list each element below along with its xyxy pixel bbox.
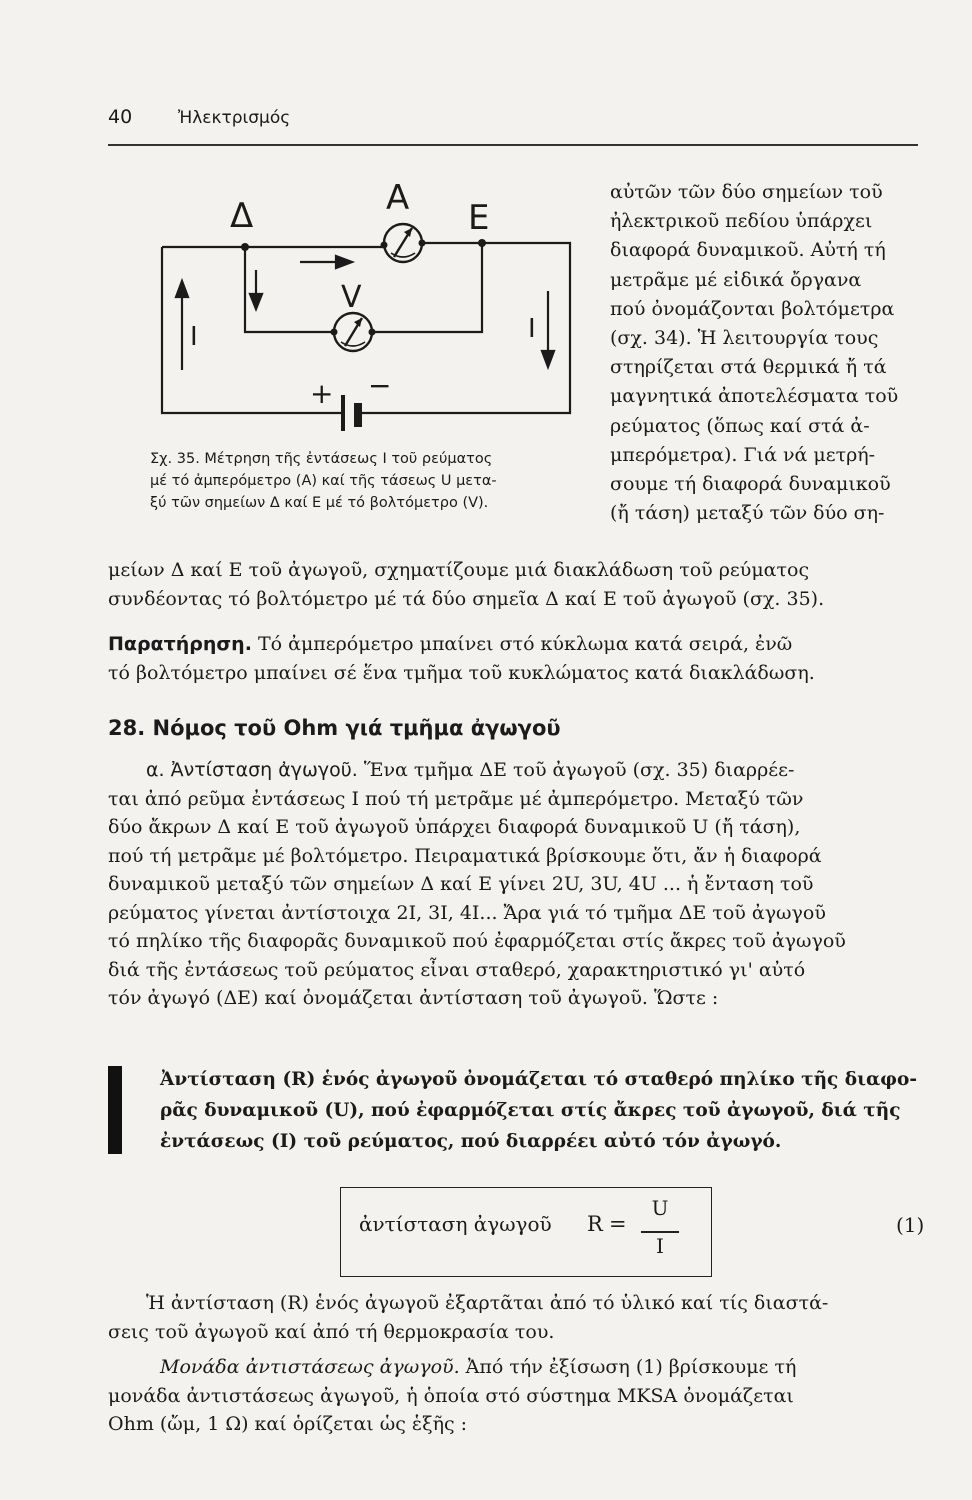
figure-caption xyxy=(150,448,590,514)
definition-box xyxy=(160,1064,930,1157)
battery-icon xyxy=(341,395,362,431)
text-line: πού ὀνομάζονται βολτόμετρα xyxy=(610,297,895,320)
text-line: Τό ἀμπερόμετρο μπαίνει στό κύκλωμα κατά σειρά, ἐνῶ xyxy=(251,633,793,655)
text-line: μπερόμετρα). Γιά νά μετρή- xyxy=(610,443,876,466)
circuit-diagram xyxy=(150,165,580,455)
text-line: διά τῆς ἐντάσεως τοῦ ρεύματος εἶναι σταθερό, χαρακτηριστικό γι' αὐτό xyxy=(108,958,806,981)
text-line: μετρᾶμε μέ εἰδικά ὄργανα xyxy=(610,268,862,291)
label-delta: Δ xyxy=(230,196,254,236)
formula-numerator: U xyxy=(651,1196,669,1220)
voltmeter-icon xyxy=(331,313,376,351)
current-arrows xyxy=(176,256,554,370)
label-current-right: I xyxy=(528,314,536,344)
equation-number: (1) xyxy=(896,1213,925,1237)
text-line: Ἀπό τήν ἐξίσωση (1) βρίσκουμε τή xyxy=(459,1356,797,1378)
text-line: δύο ἄκρων Δ καί E τοῦ ἀγωγοῦ ὑπάρχει διαφορά δυναμικοῦ U (ἤ τάση), xyxy=(108,816,801,838)
page-number: 40 xyxy=(108,106,133,128)
text-line: στηρίζεται στά θερμικά ἤ τά xyxy=(610,356,887,379)
section-heading xyxy=(108,716,561,740)
resistance-paragraph xyxy=(108,756,923,1013)
text-line: (ἤ τάση) μεταξύ τῶν δύο ση- xyxy=(610,502,885,525)
definition-bar xyxy=(108,1066,122,1154)
branch-left xyxy=(245,247,335,332)
formula-label: ἀντίσταση ἀγωγοῦ xyxy=(359,1212,552,1236)
definition-line: Ἀντίσταση (R) ἑνός ἀγωγοῦ ὀνομάζεται τό σταθερό πηλίκο τῆς διαφο- xyxy=(160,1069,918,1090)
formula-equals: = xyxy=(609,1212,627,1236)
label-plus: + xyxy=(310,377,334,410)
unit-paragraph xyxy=(108,1353,923,1439)
note-label: Παρατήρηση. xyxy=(108,633,252,655)
text-line: ρεύματος γίνεται ἀντίστοιχα 2I, 3I, 4I... Ἄρα γιά τό τμῆμα ΔE τοῦ ἀγωγοῦ xyxy=(108,901,826,924)
label-minus: − xyxy=(368,369,392,402)
junction-epsilon xyxy=(478,239,486,247)
definition-line: ρᾶς δυναμικοῦ (U), πού ἐφαρμόζεται στίς ἄκρες τοῦ ἀγωγοῦ, διά τῆς xyxy=(160,1100,901,1121)
caption-line: Σχ. 35. Μέτρηση τῆς ἐντάσεως I τοῦ ρεύματος xyxy=(150,451,493,467)
note-paragraph xyxy=(108,630,923,687)
text-line: αὐτῶν τῶν δύο σημείων τοῦ xyxy=(610,181,883,203)
text-line: μαγνητικά ἀποτελέσματα τοῦ xyxy=(610,385,899,408)
subsection-label: α. Ἀντίσταση ἀγωγοῦ. xyxy=(146,759,358,781)
text-line: τό βολτόμετρο μπαίνει σέ ἕνα τμῆμα τοῦ κυκλώματος κατά διακλάδωση. xyxy=(108,661,815,684)
caption-line: ξύ τῶν σημείων Δ καί E μέ τό βολτόμετρο (V). xyxy=(150,495,489,511)
formula-box xyxy=(340,1187,712,1277)
text-line: ται ἀπό ρεῦμα ἐντάσεως I πού τή μετρᾶμε μέ ἀμπερόμετρο. Μεταξύ τῶν xyxy=(108,787,804,810)
text-line: σεις τοῦ ἀγωγοῦ καί ἀπό τή θερμοκρασία του. xyxy=(108,1320,555,1343)
dependence-paragraph xyxy=(108,1289,923,1346)
text-line: σουμε τή διαφορά δυναμικοῦ xyxy=(610,473,891,496)
text-line: ἠλεκτρικοῦ πεδίου ὑπάρχει xyxy=(610,210,873,233)
definition-line: ἐντάσεως (I) τοῦ ρεύματος, πού διαρρέει αὐτό τόν ἀγωγό. xyxy=(160,1131,782,1152)
label-ammeter: A xyxy=(386,178,410,218)
text-line: δυναμικοῦ μεταξύ τῶν σημείων Δ καί E γίνει 2U, 3U, 4U ... ἡ ἔνταση τοῦ xyxy=(108,873,814,895)
label-voltmeter: V xyxy=(341,280,362,315)
header-rule xyxy=(108,144,918,146)
section-number: 28. xyxy=(108,716,146,740)
formula-variable: R xyxy=(587,1212,603,1236)
text-line: Ἕνα τμῆμα ΔE τοῦ ἀγωγοῦ (σχ. 35) διαρρέε- xyxy=(357,759,795,781)
ammeter-icon xyxy=(381,224,426,262)
outer-wire-right xyxy=(362,243,570,413)
formula-denominator: I xyxy=(656,1234,664,1258)
text-line: συνδέοντας τό βολτόμετρο μέ τά δύο σημεῖα Δ καί E τοῦ ἀγωγοῦ (σχ. 35). xyxy=(108,587,825,610)
text-line: τό πηλίκο τῆς διαφορᾶς δυναμικοῦ πού ἐφαρμόζεται στίς ἄκρες τοῦ ἀγωγοῦ xyxy=(108,930,846,952)
text-line: πού τή μετρᾶμε μέ βολτόμετρο. Πειραματικά βρίσκουμε ὅτι, ἄν ἡ διαφορά xyxy=(108,844,822,867)
caption-line: μέ τό ἀμπερόμετρο (A) καί τῆς τάσεως U μετα- xyxy=(150,473,497,489)
text-line: μείων Δ καί E τοῦ ἀγωγοῦ, σχηματίζουμε μιά διακλάδωση τοῦ ρεύματος xyxy=(108,559,810,581)
section-title: Νόμος τοῦ Ohm γιά τμῆμα ἀγωγοῦ xyxy=(152,716,561,740)
paragraph-branch xyxy=(108,556,923,613)
chapter-title: Ἠλεκτρισμός xyxy=(178,108,291,128)
text-line: ρεύματος (ὅπως καί στά ἀ- xyxy=(610,414,870,437)
text-line: Ἡ ἀντίσταση (R) ἑνός ἀγωγοῦ ἐξαρτᾶται ἀπό τό ὑλικό καί τίς διαστά- xyxy=(146,1292,829,1314)
text-line: διαφορά δυναμικοῦ. Αὐτή τή xyxy=(610,239,886,262)
label-epsilon: E xyxy=(468,198,490,238)
fraction-bar xyxy=(641,1231,679,1233)
right-column-text xyxy=(610,178,925,528)
text-line: (σχ. 34). Ἡ λειτουργία τους xyxy=(610,327,879,350)
text-line: Ohm (ὤμ, 1 Ω) καί ὁρίζεται ὡς ἑξῆς : xyxy=(108,1413,468,1435)
text-line: μονάδα ἀντιστάσεως ἀγωγοῦ, ἡ ὁποία στό σύστημα MKSA ὀνομάζεται xyxy=(108,1384,794,1407)
text-line: τόν ἀγωγό (ΔE) καί ὀνομάζεται ἀντίσταση τοῦ ἀγωγοῦ. Ὥστε : xyxy=(108,987,719,1009)
label-current-left: I xyxy=(190,322,198,352)
junction-delta xyxy=(241,243,249,251)
unit-label: Μονάδα ἀντιστάσεως ἀγωγοῦ. xyxy=(160,1356,460,1378)
